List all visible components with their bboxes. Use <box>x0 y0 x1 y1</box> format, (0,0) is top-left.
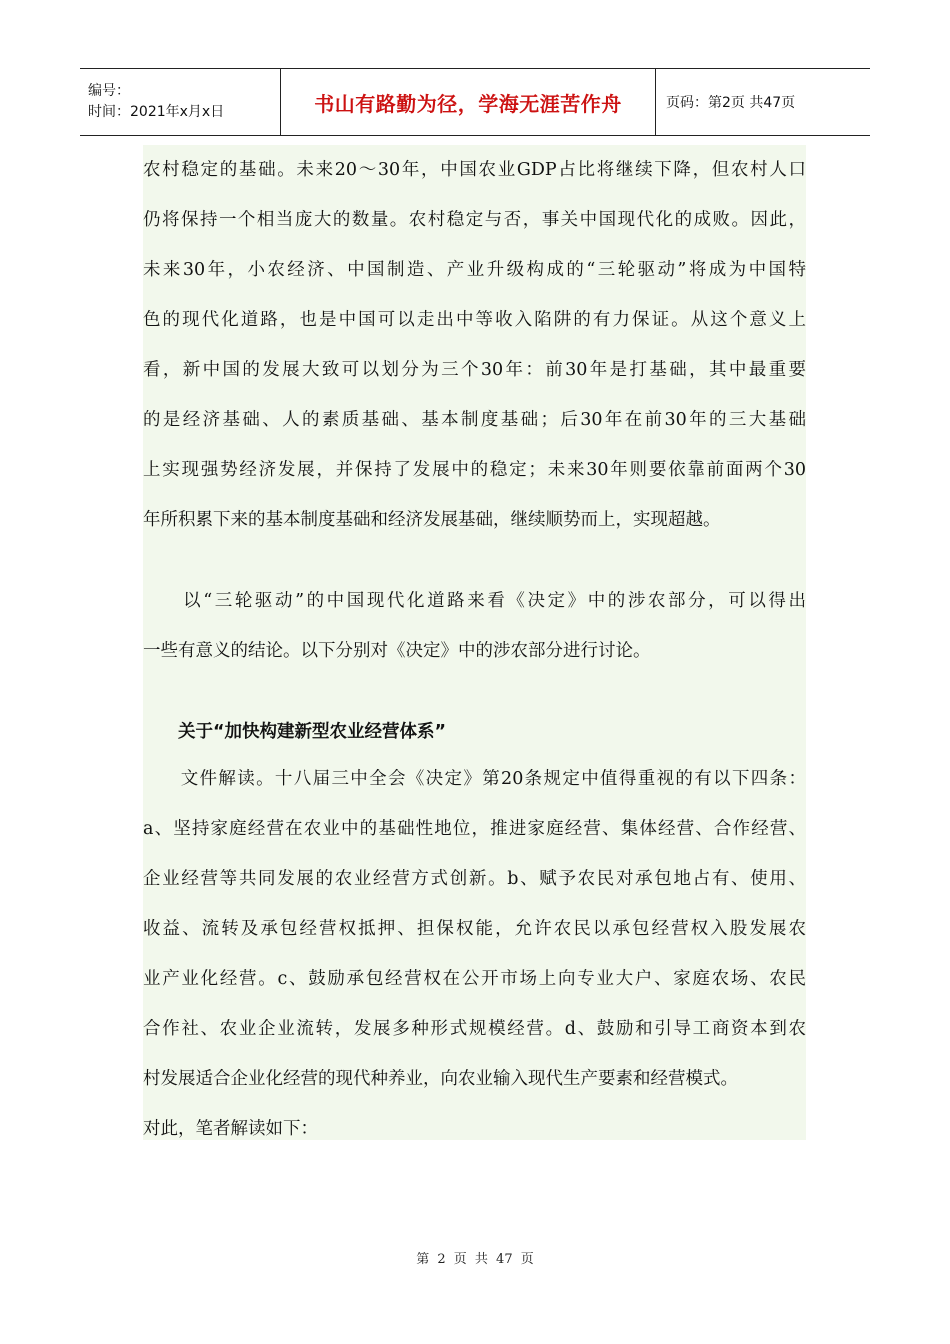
body-line: 文件解读。十八届三中全会《决定》第20条规定中值得重视的有以下四条： <box>143 769 806 789</box>
body-line: 收益、流转及承包经营权抵押、担保权能，允许农民以承包经营权入股发展农 <box>143 919 806 939</box>
body-line: 未来30年，小农经济、中国制造、产业升级构成的“三轮驱动”将成为中国特 <box>143 260 806 280</box>
body-line: 色的现代化道路，也是中国可以走出中等收入陷阱的有力保证。从这个意义上 <box>143 310 806 330</box>
body-line: 年所积累下来的基本制度基础和经济发展基础，继续顺势而上，实现超越。 <box>143 510 721 530</box>
body-line: 合作社、农业企业流转，发展多种形式规模经营。d、鼓励和引导工商资本到农 <box>143 1019 806 1039</box>
body-line: 企业经营等共同发展的农业经营方式创新。b、赋予农民对承包地占有、使用、 <box>143 869 806 889</box>
page-footer: 第 2 页 共 47 页 <box>416 1252 534 1267</box>
header-motto: 书山有路勤为径，学海无涯苦作舟 <box>314 91 622 116</box>
doc-number-label: 编号： <box>88 83 130 99</box>
body-line: 对此，笔者解读如下： <box>143 1119 318 1139</box>
body-line: 村发展适合企业化经营的现代种养业，向农业输入现代生产要素和经营模式。 <box>143 1069 738 1089</box>
body-line: 看，新中国的发展大致可以划分为三个30年：前30年是打基础，其中最重要 <box>143 360 806 380</box>
body-line: 一些有意义的结论。以下分别对《决定》中的涉农部分进行讨论。 <box>143 641 651 661</box>
body-line: 农村稳定的基础。未来20～30年，中国农业GDP占比将继续下降，但农村人口 <box>143 160 806 180</box>
body-line: 的是经济基础、人的素质基础、基本制度基础；后30年在前30年的三大基础 <box>143 410 806 430</box>
header-meta <box>80 69 281 135</box>
section-heading: 关于“加快构建新型农业经营体系” <box>143 722 447 742</box>
header-motto-cell <box>281 69 656 135</box>
body-line: 业产业化经营。c、鼓励承包经营权在公开市场上向专业大户、家庭农场、农民 <box>143 969 806 989</box>
body-line: a、坚持家庭经营在农业中的基础性地位，推进家庭经营、集体经营、合作经营、 <box>143 819 806 839</box>
doc-time-label: 时间：2021年x月x日 <box>88 104 225 120</box>
body-line: 上实现强势经济发展，并保持了发展中的稳定；未来30年则要依靠前面两个30 <box>143 460 806 480</box>
body-line: 仍将保持一个相当庞大的数量。农村稳定与否，事关中国现代化的成败。因此， <box>143 210 806 230</box>
header-page-info: 页码：第2页 共47页 <box>666 95 796 111</box>
body-line: 以“三轮驱动”的中国现代化道路来看《决定》中的涉农部分，可以得出 <box>143 591 806 611</box>
page-header <box>80 68 870 136</box>
